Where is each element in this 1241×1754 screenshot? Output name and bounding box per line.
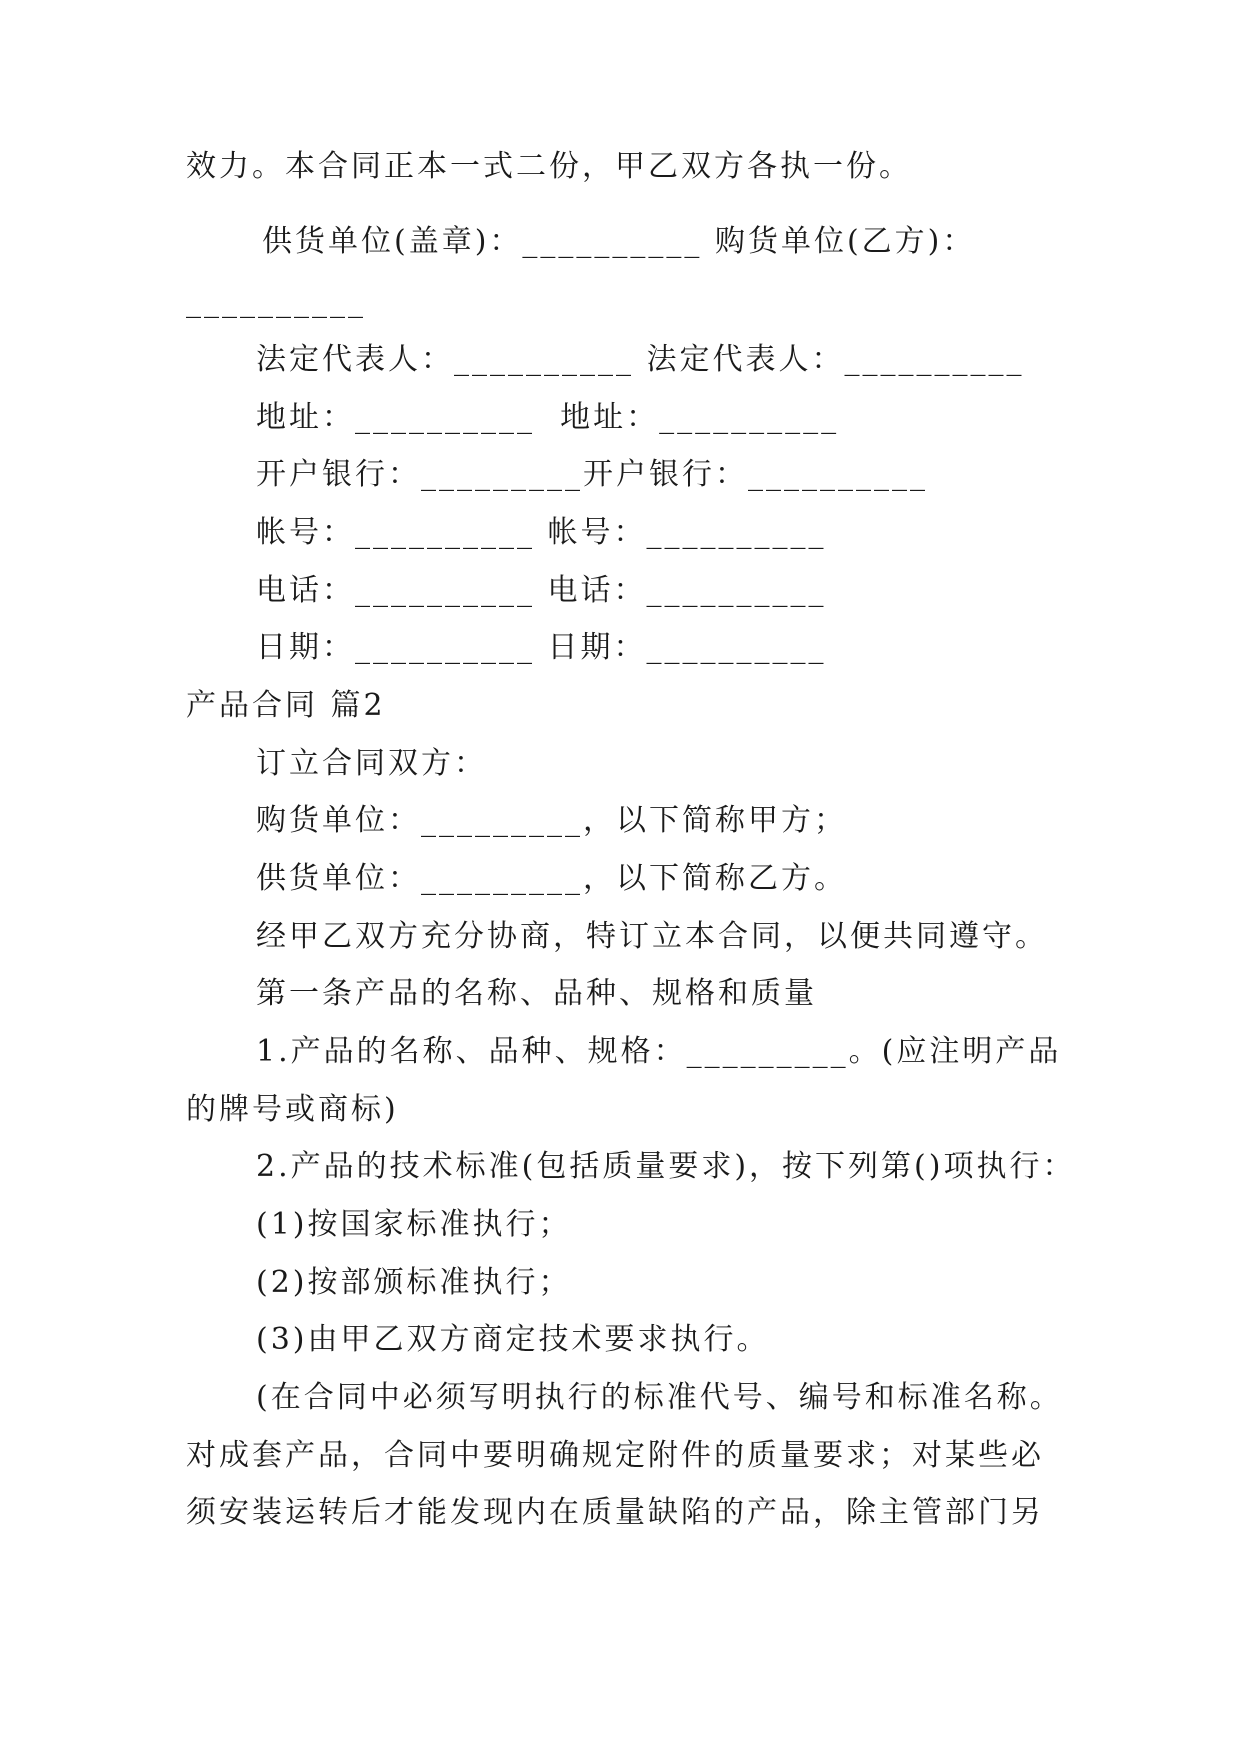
text-line: 对成套产品，合同中要明确规定附件的质量要求；对某些必 xyxy=(186,1438,1044,1473)
text-line: 订立合同双方： xyxy=(256,746,487,781)
text-line: 电话：__________ 电话：__________ xyxy=(256,573,827,608)
section-heading: 产品合同 篇2 xyxy=(186,688,386,723)
text-line: 购货单位：_________，以下简称甲方； xyxy=(256,803,847,838)
text-line: 1.产品的名称、品种、规格：_________。(应注明产品 xyxy=(256,1034,1062,1069)
text-line: 的牌号或商标) xyxy=(186,1092,399,1127)
text-line: 2.产品的技术标准(包括质量要求)，按下列第()项执行： xyxy=(256,1149,1076,1184)
text-line: (3)由甲乙双方商定技术要求执行。 xyxy=(256,1322,770,1357)
text-line: __________ xyxy=(186,284,366,319)
text-line: 第一条产品的名称、品种、规格和质量 xyxy=(256,976,817,1011)
text-line: (2)按部颁标准执行； xyxy=(256,1265,572,1300)
text-line: 日期：__________ 日期：__________ xyxy=(256,630,827,665)
text-line: 开户银行：_________开户银行：__________ xyxy=(256,457,928,492)
text-line: (1)按国家标准执行； xyxy=(256,1207,572,1242)
text-line: 供货单位(盖章)：__________ 购货单位(乙方)： xyxy=(262,224,976,259)
text-line: 效力。本合同正本一式二份，甲乙双方各执一份。 xyxy=(186,149,912,184)
text-line: 法定代表人：__________ 法定代表人：__________ xyxy=(256,342,1025,377)
text-line: 经甲乙双方充分协商，特订立本合同，以便共同遵守。 xyxy=(256,919,1048,954)
text-line: 地址：__________ 地址：__________ xyxy=(256,400,840,435)
text-line: 须安装运转后才能发现内在质量缺陷的产品，除主管部门另 xyxy=(186,1495,1044,1530)
text-line: 帐号：__________ 帐号：__________ xyxy=(256,515,827,550)
text-line: (在合同中必须写明执行的标准代号、编号和标准名称。 xyxy=(256,1380,1063,1415)
text-line: 供货单位：_________，以下简称乙方。 xyxy=(256,861,847,896)
